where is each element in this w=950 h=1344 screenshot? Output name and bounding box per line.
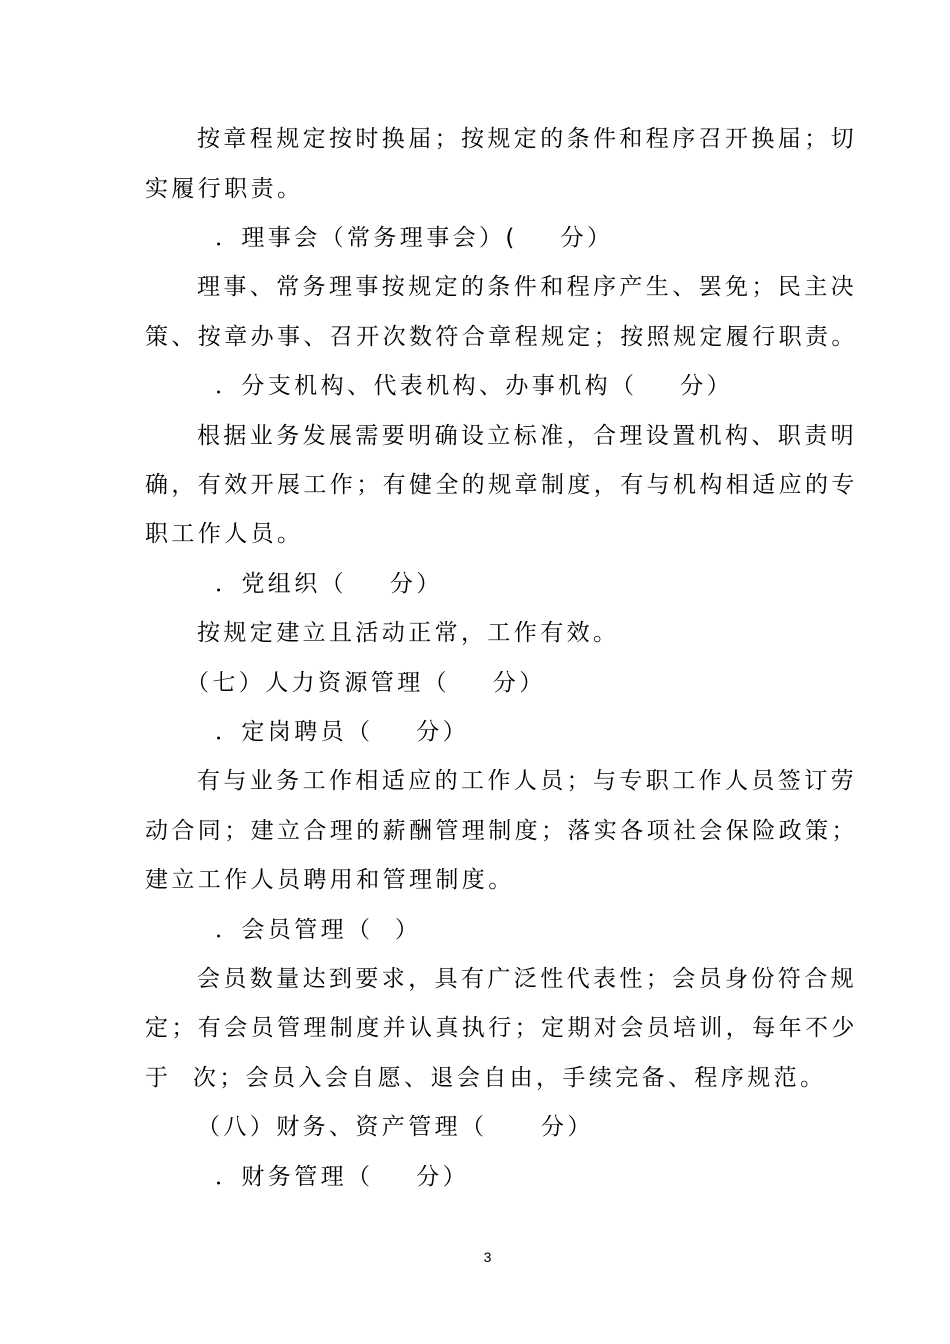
text-line: 会员数量达到要求，具有广泛性代表性；会员身份符合规: [197, 966, 857, 992]
section-heading: ．定岗聘员（ 分）: [215, 719, 470, 745]
chapter-heading: （七）人力资源管理（ 分）: [186, 670, 546, 696]
section-heading: ．财务管理（ 分）: [215, 1164, 470, 1190]
text-line: 于 次；会员入会自愿、退会自由，手续完备、程序规范。: [145, 1065, 827, 1091]
text-line: 确，有效开展工作；有健全的规章制度，有与机构相适应的专: [145, 472, 858, 498]
section-heading: ．党组织（ 分）: [215, 571, 443, 597]
text-line: 按规定建立且活动正常，工作有效。: [197, 620, 620, 646]
section-heading: ．分支机构、代表机构、办事机构（ 分）: [215, 373, 734, 399]
text-line: 建立工作人员聘用和管理制度。: [145, 867, 515, 893]
text-line: 定；有会员管理制度并认真执行；定期对会员培训，每年不少: [145, 1015, 858, 1041]
text-line: 策、按章办事、召开次数符合章程规定；按照规定履行职责。: [145, 324, 858, 350]
page-number: 3: [483, 1249, 492, 1265]
text-line: 实履行职责。: [145, 176, 304, 202]
text-line: 有与业务工作相适应的工作人员；与专职工作人员签订劳: [197, 768, 857, 794]
text-line: 根据业务发展需要明确设立标准，合理设置机构、职责明: [197, 423, 857, 449]
text-line: 理事、常务理事按规定的条件和程序产生、罢免；民主决: [197, 274, 857, 300]
chapter-heading: （八）财务、资产管理（ 分）: [197, 1114, 594, 1140]
section-heading: ．理事会（常务理事会）( 分）: [215, 225, 614, 251]
text-line: 职工作人员。: [145, 521, 304, 547]
text-line: 动合同；建立合理的薪酬管理制度；落实各项社会保险政策；: [145, 818, 858, 844]
text-line: 按章程规定按时换届；按规定的条件和程序召开换届；切: [197, 126, 857, 152]
section-heading: ．会员管理（ ）: [215, 917, 422, 943]
